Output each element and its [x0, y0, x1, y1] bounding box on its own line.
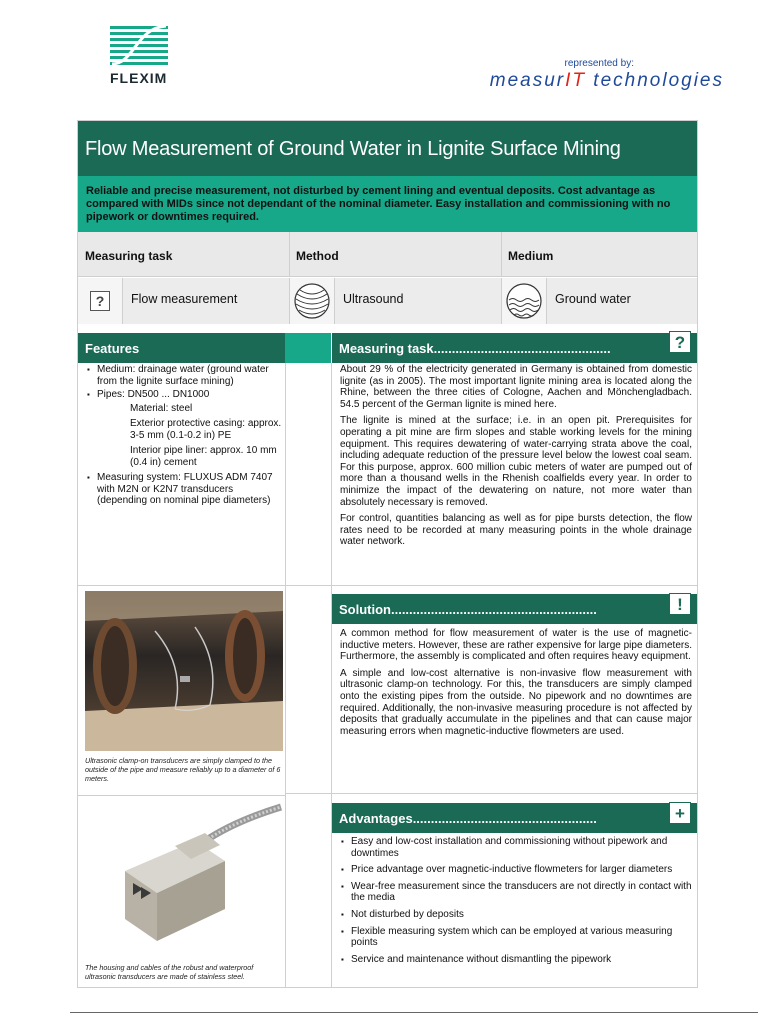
overview-header-row [78, 232, 697, 277]
water-icon [502, 278, 547, 324]
represented-by-label: represented by: [564, 58, 634, 69]
pipe-photo-caption: Ultrasonic clamp-on transducers are simply clamped to the outside of the pipe and measure reliably up to a diameter of 6 meters. [85, 756, 281, 783]
brand-prefix: measur [489, 70, 566, 91]
header-measuring-task: Measuring task [85, 249, 173, 263]
measurit-brand [490, 70, 724, 92]
measuring-task-heading: Measuring task................................................. [332, 333, 697, 363]
list-item: ▪ Wear-free measurement since the transducers are not directly in contact with the media [340, 881, 692, 904]
transducer-photo [85, 801, 283, 961]
page-title: Flow Measurement of Ground Water in Lignite Surface Mining [78, 121, 697, 176]
datasheet-frame [77, 120, 698, 988]
overview-values-row [78, 278, 697, 324]
question-icon: ? [669, 331, 691, 353]
pipe-photo [85, 591, 283, 751]
list-item: Material: steel [130, 402, 193, 414]
list-item: ▪ Measuring system: FLUXUS ADM 7407 with M2N or K2N7 transducers (depending on nominal pipe diameters) [86, 472, 284, 507]
question-icon: ? [78, 278, 123, 324]
features-list [86, 364, 284, 509]
measuring-task-text [340, 364, 692, 553]
footer-divider [70, 1012, 758, 1013]
paragraph: About 29 % of the electricity generated in Germany is obtained from domestic lignite (as in 2005). The most important lignite mining area is located along the Rhine, between the three cities of Cologne, Aachen and Mönchengladbach. 54.5 percent of the German lignite is mined here. [340, 364, 692, 410]
header-medium: Medium [508, 249, 554, 263]
list-item: ▪ Pipes: DN500 ... DN1000 [86, 389, 284, 401]
transducer-photo-caption: The housing and cables of the robust and waterproof ultrasonic transducers are made of stainless steel. [85, 963, 254, 981]
advantages-list [340, 836, 692, 970]
ultrasound-icon [290, 278, 335, 324]
list-item: ▪ Not disturbed by deposits [340, 909, 692, 921]
summary-banner: Reliable and precise measurement, not disturbed by cement lining and eventual deposits. Cost advantage as compared with MIDs since not dependant of the nominal diameter. Easy installation and commissioning with no pipework or downtimes required. [78, 176, 697, 232]
plus-icon: + [669, 802, 691, 824]
list-item: ▪ Service and maintenance without dismantling the pipework [340, 954, 692, 966]
list-item: ▪ Medium: drainage water (ground water from the lignite surface mining) [86, 364, 284, 387]
brand-it: IT [565, 70, 587, 91]
value-measuring-task: Flow measurement [123, 278, 289, 324]
list-item: ▪ Price advantage over magnetic-inductive flowmeters for larger diameters [340, 864, 692, 876]
list-item: Interior pipe liner: approx. 10 mm (0.4 in) cement [130, 445, 277, 468]
value-method: Ultrasound [335, 278, 501, 324]
solution-heading: Solution......................................................... [332, 594, 697, 624]
list-item: ▪ Easy and low-cost installation and commissioning without pipework and downtimes [340, 836, 692, 859]
paragraph: A simple and low-cost alternative is non-invasive flow measurement with ultrasonic clamp-on technology. For this, the transducers are simply clamped onto the existing pipes from the outside. No pipework and no downtimes are required. Additionally, the non-invasive measuring procedure is not affected by deposits that gradually accumulate in the pipelines and that can cause major measuring errors when magnetic-inductive flowmeters are used. [340, 667, 692, 737]
brand-suffix: technologies [586, 70, 724, 91]
solution-text [340, 628, 692, 742]
paragraph: The lignite is mined at the surface; i.e. in an open pit. Prerequisites for operating a pit mine are firm slopes and stable working levels for the mining equipment. This requires dewatering of water-carrying strata above the coal, including adequate reduction of the pressure level below the lowest coal seam. For this purpose, approx. 600 million cubic meters of water are pumped out of more than a thousand wells in the Rhenish coalfields every year. In order to minimize the impact of the dewatering on nature, not more water than absolutely necessary is removed. [340, 415, 692, 508]
value-medium: Ground water [547, 278, 697, 324]
features-heading: Features [78, 333, 285, 363]
header-method: Method [296, 249, 339, 263]
flexim-logo-text: FLEXIM [110, 70, 168, 86]
advantages-heading: Advantages................................................... [332, 803, 697, 833]
list-item: ▪ Flexible measuring system which can be employed at various measuring points [340, 926, 692, 949]
list-item: Exterior protective casing: approx. 3-5 mm (0.1-0.2 in) PE [130, 418, 282, 441]
exclamation-icon: ! [669, 593, 691, 615]
paragraph: For control, quantities balancing as well as for pipe bursts detection, the flow rates need to be recorded at many measuring points in the whole drainage water network. [340, 513, 692, 548]
paragraph: A common method for flow measurement of water is the use of magnetic-inductive meters. However, these are rather expensive for large pipe diameters. Furthermore, the assembly is complicated and often requires heavy equipment. [340, 628, 692, 663]
